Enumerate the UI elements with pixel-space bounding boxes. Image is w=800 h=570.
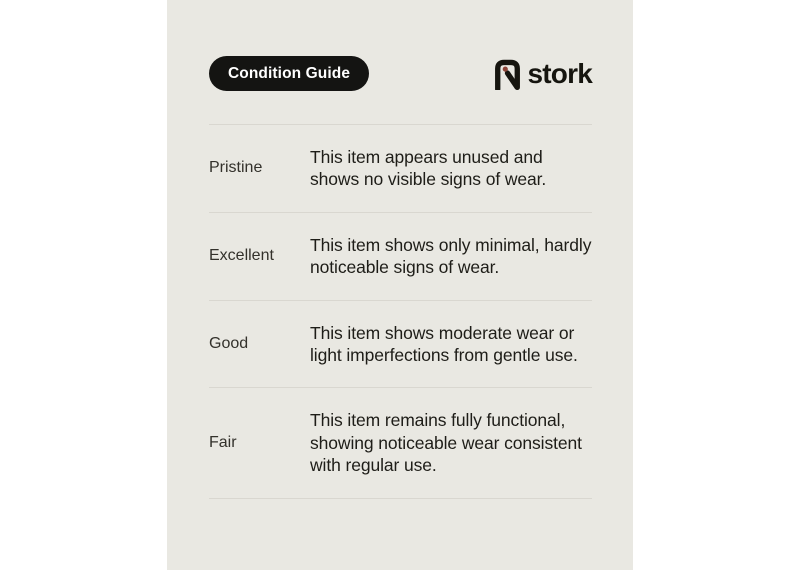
condition-label: Pristine xyxy=(209,159,263,177)
condition-guide-card xyxy=(167,0,633,570)
condition-description: This item shows moderate wear or light imperfections from gentle use. xyxy=(310,322,578,365)
condition-description: This item shows only minimal, hardly noticeable signs of wear. xyxy=(310,234,592,278)
condition-row-fair xyxy=(209,387,592,497)
brand-name: stork xyxy=(527,57,592,89)
condition-label: Excellent xyxy=(209,247,274,265)
condition-row-pristine xyxy=(209,124,592,212)
condition-row-good xyxy=(209,300,592,388)
condition-row-excellent xyxy=(209,212,592,300)
condition-guide-badge[interactable]: Condition Guide xyxy=(209,56,369,91)
stork-logo xyxy=(493,58,592,90)
stork-pin-icon xyxy=(493,58,522,90)
card-header xyxy=(209,56,592,91)
condition-description: This item appears unused and shows no visible signs of wear. xyxy=(310,147,547,190)
condition-label: Good xyxy=(209,334,249,352)
condition-description: This item remains fully functional, showing noticeable wear consistent with regular use. xyxy=(310,410,582,476)
condition-table xyxy=(209,124,592,499)
condition-label: Fair xyxy=(209,433,237,451)
